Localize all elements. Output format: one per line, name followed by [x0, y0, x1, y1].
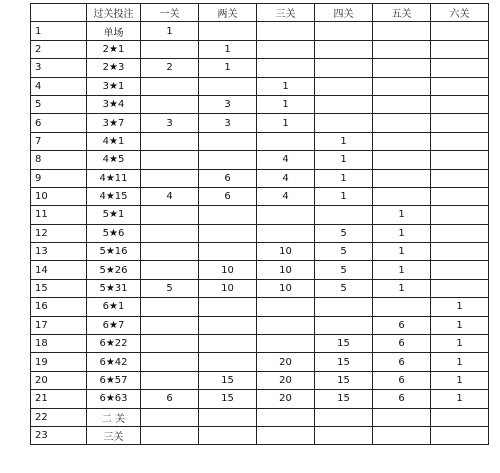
table-row — [31, 316, 489, 334]
level-6-count — [431, 95, 489, 113]
parlay-type: 三关 — [87, 426, 141, 444]
level-1-count — [141, 316, 199, 334]
table-row — [31, 22, 489, 40]
level-1-count — [141, 408, 199, 426]
level-3-count: 1 — [257, 95, 315, 113]
table-row — [31, 408, 489, 426]
row-index: 2 — [31, 40, 87, 58]
level-5-count — [373, 22, 431, 40]
row-index: 11 — [31, 206, 87, 224]
level-6-count — [431, 40, 489, 58]
level-2-count: 10 — [199, 261, 257, 279]
level-3-count: 10 — [257, 261, 315, 279]
level-5-count — [373, 187, 431, 205]
level-5-header: 五关 — [373, 4, 431, 22]
table-row — [31, 224, 489, 242]
level-4-count: 15 — [315, 390, 373, 408]
parlay-header: 过关投注 — [87, 4, 141, 22]
table-row — [31, 132, 489, 150]
level-5-count — [373, 40, 431, 58]
parlay-table — [30, 3, 489, 445]
parlay-type: 3★1 — [87, 77, 141, 95]
level-2-count — [199, 243, 257, 261]
level-4-count — [315, 408, 373, 426]
level-5-count — [373, 132, 431, 150]
row-index: 1 — [31, 22, 87, 40]
parlay-type: 5★31 — [87, 279, 141, 297]
level-1-count: 5 — [141, 279, 199, 297]
level-2-count: 1 — [199, 40, 257, 58]
level-3-count — [257, 206, 315, 224]
level-1-count: 3 — [141, 114, 199, 132]
row-index: 13 — [31, 243, 87, 261]
level-4-count: 15 — [315, 335, 373, 353]
level-3-count — [257, 335, 315, 353]
level-4-count: 15 — [315, 353, 373, 371]
level-4-count — [315, 77, 373, 95]
level-6-count — [431, 77, 489, 95]
parlay-type: 6★22 — [87, 335, 141, 353]
table-row — [31, 40, 489, 58]
parlay-type: 6★42 — [87, 353, 141, 371]
level-3-count: 4 — [257, 187, 315, 205]
level-1-count — [141, 371, 199, 389]
table-row — [31, 390, 489, 408]
level-2-count: 1 — [199, 59, 257, 77]
parlay-type: 3★4 — [87, 95, 141, 113]
level-6-count — [431, 59, 489, 77]
table-row — [31, 114, 489, 132]
level-4-count — [315, 95, 373, 113]
level-5-count: 1 — [373, 261, 431, 279]
row-index: 10 — [31, 187, 87, 205]
level-6-count — [431, 169, 489, 187]
level-3-count: 20 — [257, 353, 315, 371]
row-index: 7 — [31, 132, 87, 150]
level-5-count: 1 — [373, 224, 431, 242]
level-4-count — [315, 114, 373, 132]
table-row — [31, 371, 489, 389]
parlay-type: 5★16 — [87, 243, 141, 261]
table-row — [31, 59, 489, 77]
level-3-count — [257, 408, 315, 426]
level-3-count — [257, 224, 315, 242]
level-4-count — [315, 59, 373, 77]
table-row — [31, 261, 489, 279]
level-2-count — [199, 426, 257, 444]
level-2-count: 15 — [199, 371, 257, 389]
level-1-count — [141, 261, 199, 279]
level-4-count: 5 — [315, 243, 373, 261]
parlay-type: 3★7 — [87, 114, 141, 132]
level-6-count — [431, 187, 489, 205]
table-row — [31, 298, 489, 316]
table-row — [31, 95, 489, 113]
level-1-count — [141, 224, 199, 242]
level-2-count — [199, 22, 257, 40]
level-2-count — [199, 316, 257, 334]
level-1-count — [141, 77, 199, 95]
level-5-count: 1 — [373, 243, 431, 261]
parlay-type: 二 关 — [87, 408, 141, 426]
table-row — [31, 243, 489, 261]
level-2-count — [199, 224, 257, 242]
parlay-type: 4★15 — [87, 187, 141, 205]
parlay-type: 6★7 — [87, 316, 141, 334]
level-2-count — [199, 151, 257, 169]
level-1-count — [141, 40, 199, 58]
row-index: 16 — [31, 298, 87, 316]
parlay-type: 5★1 — [87, 206, 141, 224]
level-5-count — [373, 77, 431, 95]
row-index: 4 — [31, 77, 87, 95]
row-index: 20 — [31, 371, 87, 389]
level-3-count — [257, 132, 315, 150]
parlay-type: 6★1 — [87, 298, 141, 316]
level-3-count: 4 — [257, 169, 315, 187]
level-5-count: 1 — [373, 206, 431, 224]
level-5-count: 6 — [373, 371, 431, 389]
parlay-type: 6★63 — [87, 390, 141, 408]
level-2-count: 15 — [199, 390, 257, 408]
level-4-count: 1 — [315, 169, 373, 187]
table-row — [31, 279, 489, 297]
level-3-count — [257, 22, 315, 40]
row-index: 14 — [31, 261, 87, 279]
level-2-count: 10 — [199, 279, 257, 297]
level-6-count — [431, 243, 489, 261]
level-3-count: 10 — [257, 243, 315, 261]
parlay-type: 4★1 — [87, 132, 141, 150]
level-4-count: 5 — [315, 224, 373, 242]
level-6-count — [431, 279, 489, 297]
level-4-count — [315, 316, 373, 334]
level-5-count: 1 — [373, 279, 431, 297]
level-1-count: 6 — [141, 390, 199, 408]
level-5-count — [373, 298, 431, 316]
level-5-count — [373, 59, 431, 77]
level-3-count: 20 — [257, 390, 315, 408]
level-2-count: 3 — [199, 95, 257, 113]
level-6-count: 1 — [431, 390, 489, 408]
level-6-count — [431, 114, 489, 132]
row-index: 21 — [31, 390, 87, 408]
level-2-count — [199, 132, 257, 150]
level-5-count: 6 — [373, 335, 431, 353]
level-4-count — [315, 40, 373, 58]
level-4-header: 四关 — [315, 4, 373, 22]
parlay-type: 5★26 — [87, 261, 141, 279]
level-1-count — [141, 132, 199, 150]
table-row — [31, 151, 489, 169]
header-row — [31, 4, 489, 22]
level-6-count — [431, 224, 489, 242]
level-6-count — [431, 261, 489, 279]
level-1-count — [141, 426, 199, 444]
level-5-count: 6 — [373, 316, 431, 334]
level-4-count — [315, 206, 373, 224]
table-row — [31, 353, 489, 371]
level-6-count — [431, 408, 489, 426]
level-1-count — [141, 206, 199, 224]
level-1-header: 一关 — [141, 4, 199, 22]
level-6-count: 1 — [431, 316, 489, 334]
parlay-type: 5★6 — [87, 224, 141, 242]
level-6-count — [431, 426, 489, 444]
parlay-type: 4★11 — [87, 169, 141, 187]
level-4-count: 5 — [315, 261, 373, 279]
level-5-count: 6 — [373, 353, 431, 371]
level-4-count: 1 — [315, 187, 373, 205]
level-5-count: 6 — [373, 390, 431, 408]
level-2-count — [199, 408, 257, 426]
parlay-type: 4★5 — [87, 151, 141, 169]
table-row — [31, 206, 489, 224]
parlay-type: 6★57 — [87, 371, 141, 389]
level-6-count: 1 — [431, 371, 489, 389]
level-4-count: 1 — [315, 151, 373, 169]
level-2-header: 两关 — [199, 4, 257, 22]
level-1-count: 1 — [141, 22, 199, 40]
level-2-count: 6 — [199, 169, 257, 187]
level-4-count — [315, 298, 373, 316]
level-2-count — [199, 298, 257, 316]
level-2-count — [199, 353, 257, 371]
level-6-count: 1 — [431, 335, 489, 353]
level-4-count: 5 — [315, 279, 373, 297]
table-row — [31, 335, 489, 353]
level-1-count — [141, 243, 199, 261]
level-1-count: 2 — [141, 59, 199, 77]
table-row — [31, 426, 489, 444]
level-3-count: 1 — [257, 77, 315, 95]
table-row — [31, 187, 489, 205]
row-index: 3 — [31, 59, 87, 77]
row-index: 22 — [31, 408, 87, 426]
row-index: 12 — [31, 224, 87, 242]
level-5-count — [373, 408, 431, 426]
row-index: 23 — [31, 426, 87, 444]
parlay-type: 单场 — [87, 22, 141, 40]
level-1-count — [141, 298, 199, 316]
level-1-count — [141, 353, 199, 371]
level-1-count — [141, 169, 199, 187]
level-5-count — [373, 95, 431, 113]
row-index: 6 — [31, 114, 87, 132]
level-3-count: 10 — [257, 279, 315, 297]
row-index: 8 — [31, 151, 87, 169]
level-5-count — [373, 169, 431, 187]
level-2-count — [199, 335, 257, 353]
level-3-count — [257, 298, 315, 316]
level-2-count: 3 — [199, 114, 257, 132]
parlay-type: 2★1 — [87, 40, 141, 58]
level-4-count — [315, 22, 373, 40]
level-6-count — [431, 151, 489, 169]
level-6-count — [431, 206, 489, 224]
level-3-count — [257, 316, 315, 334]
row-index: 15 — [31, 279, 87, 297]
level-5-count — [373, 426, 431, 444]
level-4-count: 15 — [315, 371, 373, 389]
level-1-count — [141, 95, 199, 113]
row-index: 19 — [31, 353, 87, 371]
level-1-count — [141, 335, 199, 353]
index-header — [31, 4, 87, 22]
table-row — [31, 77, 489, 95]
parlay-type: 2★3 — [87, 59, 141, 77]
row-index: 17 — [31, 316, 87, 334]
level-6-count — [431, 132, 489, 150]
level-3-count: 4 — [257, 151, 315, 169]
level-1-count — [141, 151, 199, 169]
level-1-count: 4 — [141, 187, 199, 205]
level-3-count — [257, 40, 315, 58]
level-2-count: 6 — [199, 187, 257, 205]
row-index: 5 — [31, 95, 87, 113]
row-index: 9 — [31, 169, 87, 187]
level-4-count — [315, 426, 373, 444]
level-3-count — [257, 59, 315, 77]
level-6-count — [431, 22, 489, 40]
level-2-count — [199, 206, 257, 224]
row-index: 18 — [31, 335, 87, 353]
level-5-count — [373, 114, 431, 132]
level-6-header: 六关 — [431, 4, 489, 22]
table-row — [31, 169, 489, 187]
level-6-count: 1 — [431, 353, 489, 371]
level-3-count: 1 — [257, 114, 315, 132]
level-3-count: 20 — [257, 371, 315, 389]
level-4-count: 1 — [315, 132, 373, 150]
level-3-header: 三关 — [257, 4, 315, 22]
level-2-count — [199, 77, 257, 95]
level-5-count — [373, 151, 431, 169]
level-3-count — [257, 426, 315, 444]
level-6-count: 1 — [431, 298, 489, 316]
